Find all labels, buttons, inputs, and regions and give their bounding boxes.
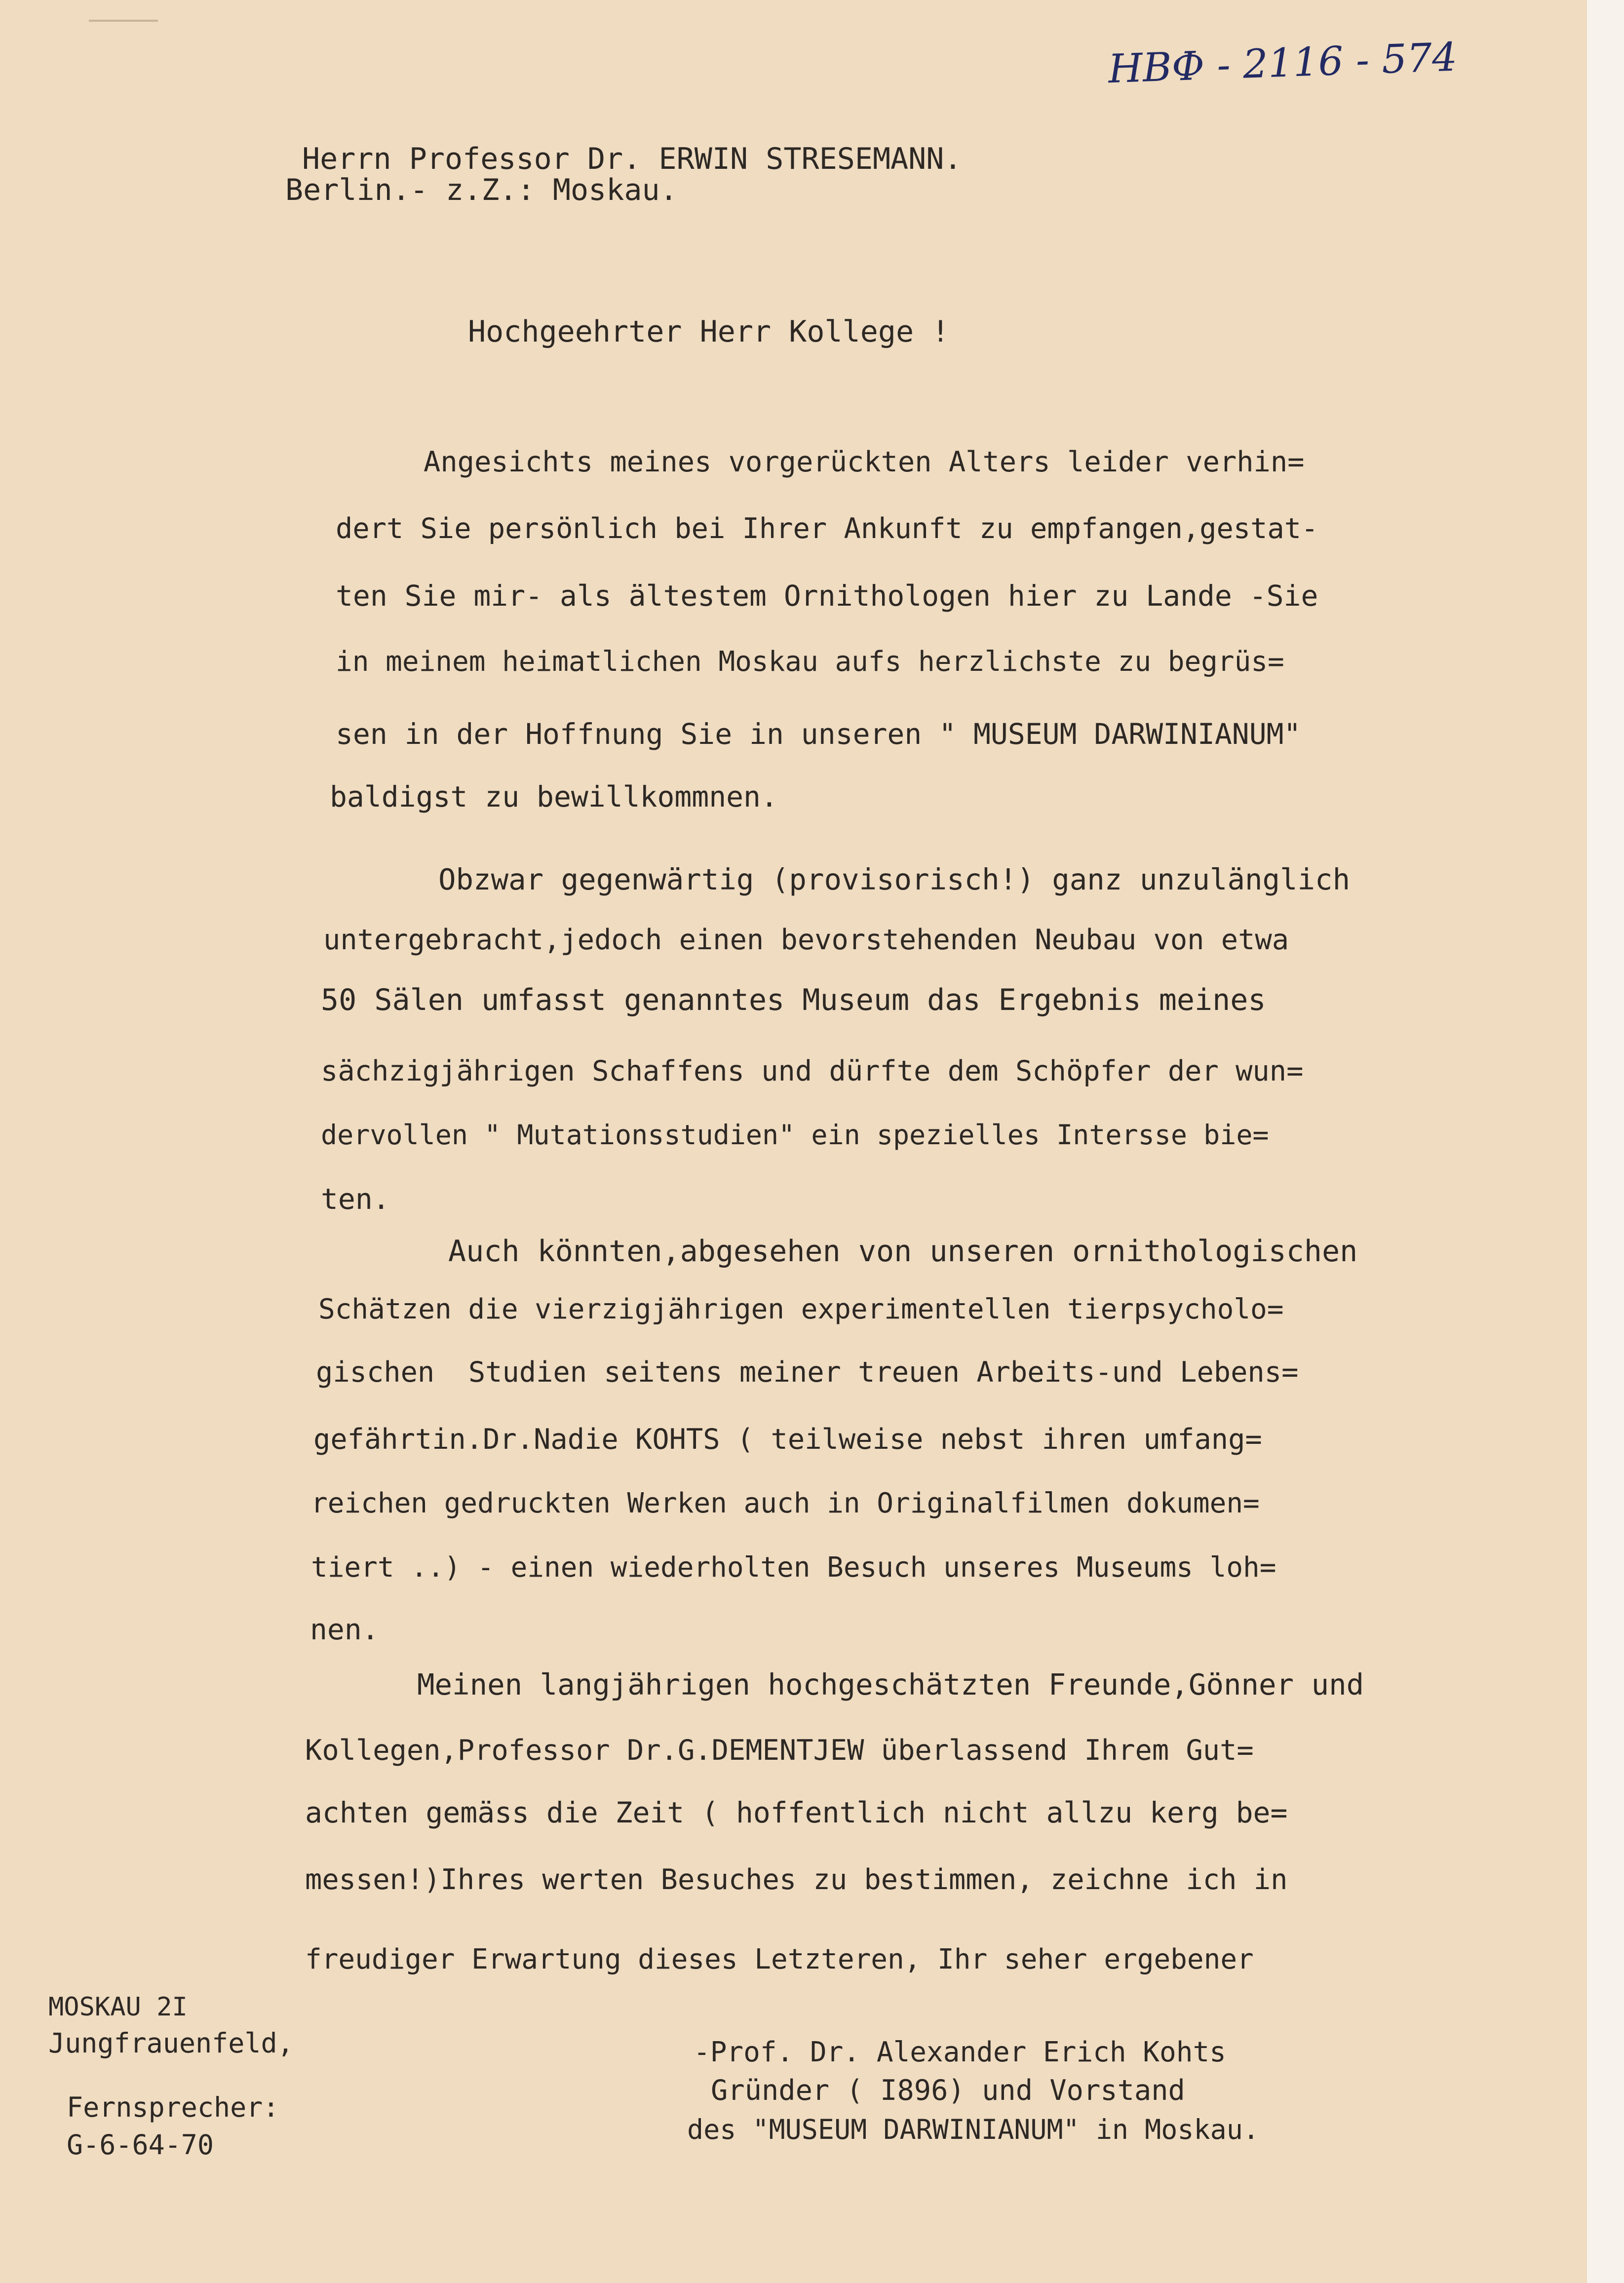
- body-line-18: tiert ..) - einen wiederholten Besuch unseres Museums loh=: [311, 1551, 1276, 1584]
- salutation: Hochgeehrter Herr Kollege !: [468, 314, 950, 349]
- body-line-3: ten Sie mir- als ältestem Ornithologen hier zu Lande -Sie: [336, 579, 1318, 613]
- body-line-7: Obzwar gegenwärtig (provisorisch!) ganz unzulänglich: [438, 862, 1351, 896]
- body-line-15: gischen Studien seitens meiner treuen Arbeits-und Lebens=: [316, 1356, 1299, 1389]
- body-line-2: dert Sie persönlich bei Ihrer Ankunft zu empfangen,gestat-: [336, 512, 1318, 545]
- body-line-11: dervollen " Mutationsstudien" ein spezielles Intersse bie=: [321, 1119, 1269, 1151]
- body-line-12: ten.: [321, 1182, 390, 1216]
- body-line-4: in meinem heimatlichen Moskau aufs herzlichste zu begrüs=: [336, 646, 1284, 678]
- body-line-19: nen.: [310, 1613, 379, 1646]
- address-line-2: Jungfrauenfeld,: [48, 2027, 294, 2059]
- body-line-20: Meinen langjährigen hochgeschätzten Freunde,Gönner und: [417, 1667, 1364, 1702]
- paper-mark: [89, 20, 158, 22]
- body-line-13: Auch könnten,abgesehen von unseren ornithologischen: [448, 1234, 1358, 1269]
- signature-line-1: -Prof. Dr. Alexander Erich Kohts: [694, 2036, 1226, 2068]
- body-line-24: freudiger Erwartung dieses Letzteren, Ihr seher ergebener: [305, 1943, 1254, 1975]
- recipient-line-2: Berlin.- z.Z.: Moskau.: [285, 173, 678, 207]
- body-line-16: gefährtin.Dr.Nadie KOHTS ( teilweise nebst ihren umfang=: [313, 1423, 1262, 1456]
- signature-line-3: des "MUSEUM DARWINIANUM" in Moskau.: [687, 2114, 1259, 2145]
- address-line-1: MOSKAU 2I: [48, 1992, 188, 2022]
- body-line-6: baldigst zu bewillkommnen.: [330, 780, 778, 813]
- body-line-10: sächzigjährigen Schaffens und dürfte dem Schöpfer der wun=: [321, 1055, 1304, 1087]
- body-line-9: 50 Sälen umfasst genanntes Museum das Ergebnis meines: [321, 983, 1266, 1017]
- recipient-line-1: Herrn Professor Dr. ERWIN STRESEMANN.: [302, 142, 962, 176]
- archive-reference: НВФ - 2116 - 574: [1107, 34, 1458, 92]
- body-line-22: achten gemäss die Zeit ( hoffentlich nicht allzu kerg be=: [305, 1796, 1288, 1829]
- address-line-4: G-6-64-70: [67, 2129, 214, 2161]
- signature-line-2: Gründer ( I896) und Vorstand: [711, 2074, 1185, 2107]
- body-line-5: sen in der Hoffnung Sie in unseren " MUSEUM DARWINIANUM": [336, 717, 1301, 751]
- body-line-1: Angesichts meines vorgerückten Alters leider verhin=: [424, 446, 1305, 478]
- body-line-21: Kollegen,Professor Dr.G.DEMENTJEW überlassend Ihrem Gut=: [305, 1734, 1254, 1767]
- body-line-23: messen!)Ihres werten Besuches zu bestimmen, zeichne ich in: [305, 1863, 1288, 1896]
- address-line-3: Fernsprecher:: [67, 2091, 279, 2123]
- body-line-8: untergebracht,jedoch einen bevorstehenden Neubau von etwa: [323, 924, 1289, 956]
- body-line-17: reichen gedruckten Werken auch in Originalfilmen dokumen=: [311, 1487, 1260, 1519]
- body-line-14: Schätzen die vierzigjährigen experimentellen tierpsycholo=: [318, 1293, 1284, 1325]
- scan-margin: [1587, 0, 1624, 2283]
